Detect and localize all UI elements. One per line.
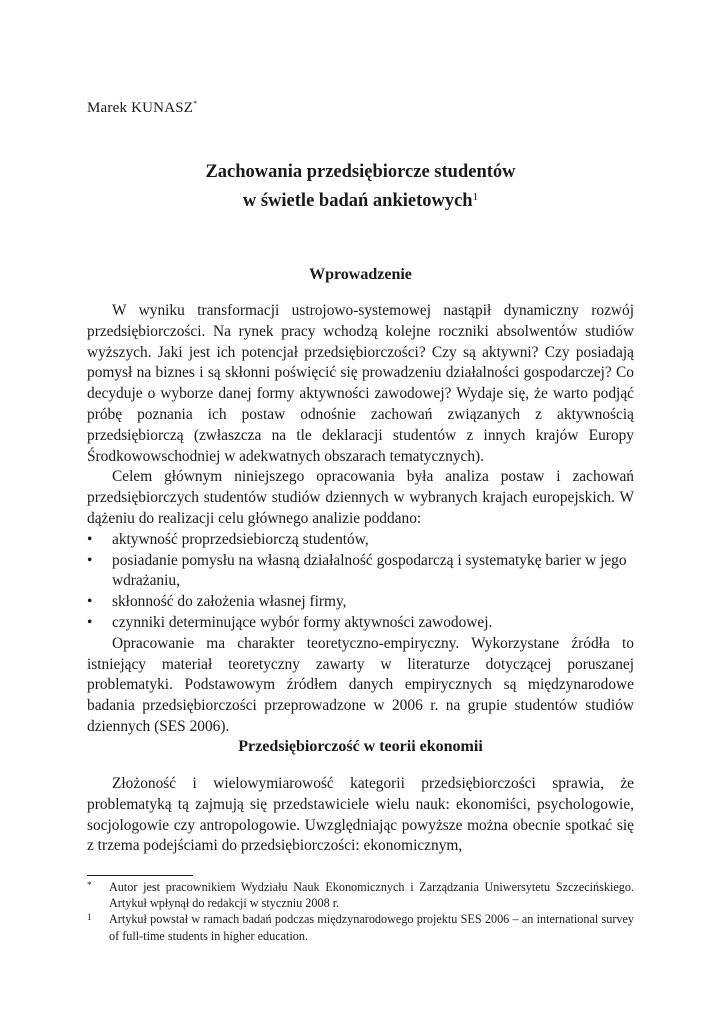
list-item-text: skłonność do założenia własnej firmy,: [112, 593, 347, 611]
author-name: Marek KUNASZ: [87, 100, 194, 116]
intro-paragraph-1: W wyniku transformacji ustrojowo-systemowej nastąpił dynamiczny rozwój przedsiębiorczości. Na rynek pracy wchodzą kolejne roczniki absolwentów studiów wyższych. Jaki jest ich potencjał przedsiębiorczości? Czy są aktywni? Czy posiadają pomysł na biznes i są skłonni poświęcić się prowadzeniu działalności gospodarczej? Co decyduje o wyborze danej formy aktywności zawodowej? Wydaje się, że warto podjąć próbę poznania ich postaw odnośnie zachowań związanych z aktywnością przedsiębiorczą (zwłaszcza na tle deklaracji studentów z innych krajów Europy Środkowowschodniej w adekwatnych obszarach tematycznych).: [87, 302, 634, 465]
intro-paragraph-3: Opracowanie ma charakter teoretyczno-empiryczny. Wykorzystane źródła to istniejący materiał teoretyczny zawarty w literaturze dotyczącej poruszanej problematyki. Podstawowym źródłem danych empirycznych są międzynarodowe badania przedsiębiorczości przeprowadzone w 2006 r. na grupie studentów studiów dziennych (SES 2006).: [87, 634, 634, 735]
list-item-text: aktywność proprzedsiebiorczą studentów,: [112, 530, 369, 548]
footnote-text: Artykuł powstał w ramach badań podczas międzynarodowego projektu SES 2006 – an international survey of full-time students in higher education.: [109, 912, 634, 943]
footnote-text: Autor jest pracownikiem Wydziału Nauk Ekonomicznych i Zarządzania Uniwersytetu Szczecińskiego. Artykuł wpłynął do redakcji w styczniu 2008 r.: [109, 880, 634, 911]
list-item-text: czynniki determinujące wybór formy aktywności zawodowej.: [112, 613, 493, 631]
analysis-bullet-list: [87, 530, 634, 634]
list-item: [87, 530, 634, 551]
footnotes: [87, 879, 634, 944]
footnote-mark: *: [87, 881, 92, 891]
section-heading-intro: Wprowadzenie: [309, 266, 412, 283]
section-heading-theory: Przedsiębiorczość w teorii ekonomii: [238, 738, 483, 755]
author-line: [87, 99, 197, 117]
intro-paragraph-2: Celem głównym niniejszego opracowania była analiza postaw i zachowań przedsiębiorczych studentów studiów dziennych w wybranych krajach europejskich. W dążeniu do realizacji celu głównego analizie poddano:: [87, 468, 634, 527]
bullet-marker: •: [87, 593, 93, 611]
bullet-marker: •: [87, 551, 93, 569]
bullet-marker: •: [87, 530, 93, 548]
article-title-line-2: [87, 185, 634, 214]
list-item-text: posiadanie pomysłu na własną działalność gospodarczą i systematykę barier w jego wdrażaniu,: [112, 551, 627, 590]
article-title-line-1: Zachowania przedsiębiorcze studentów: [205, 162, 516, 182]
article-title: [87, 160, 634, 214]
intro-section-body: [87, 301, 634, 738]
author-footnote-marker: *: [193, 99, 198, 108]
theory-paragraph-1: Złożoność i wielowymiarowość kategorii przedsiębiorczości sprawia, że problematyką tą zajmują się przedstawiciele wielu nauk: ekonomiści, psychologowie, socjologowie czy antropologowie. Uwzględniając powyższe można obecnie spotkać się z trzema podejściami do przedsiębiorczości: ekonomicznym,: [87, 775, 634, 855]
list-item: [87, 592, 634, 613]
list-item: [87, 551, 634, 593]
article-title-line-2-text: w świetle badań ankietowych: [242, 191, 473, 211]
bullet-marker: •: [87, 613, 93, 631]
theory-section-body: [87, 774, 634, 857]
footnote-author: [87, 879, 634, 911]
footnote-divider: [87, 875, 193, 876]
footnote-mark: 1: [87, 913, 92, 924]
footnote-1: [87, 911, 634, 943]
title-footnote-ref: 1: [472, 191, 479, 203]
list-item: [87, 613, 634, 634]
